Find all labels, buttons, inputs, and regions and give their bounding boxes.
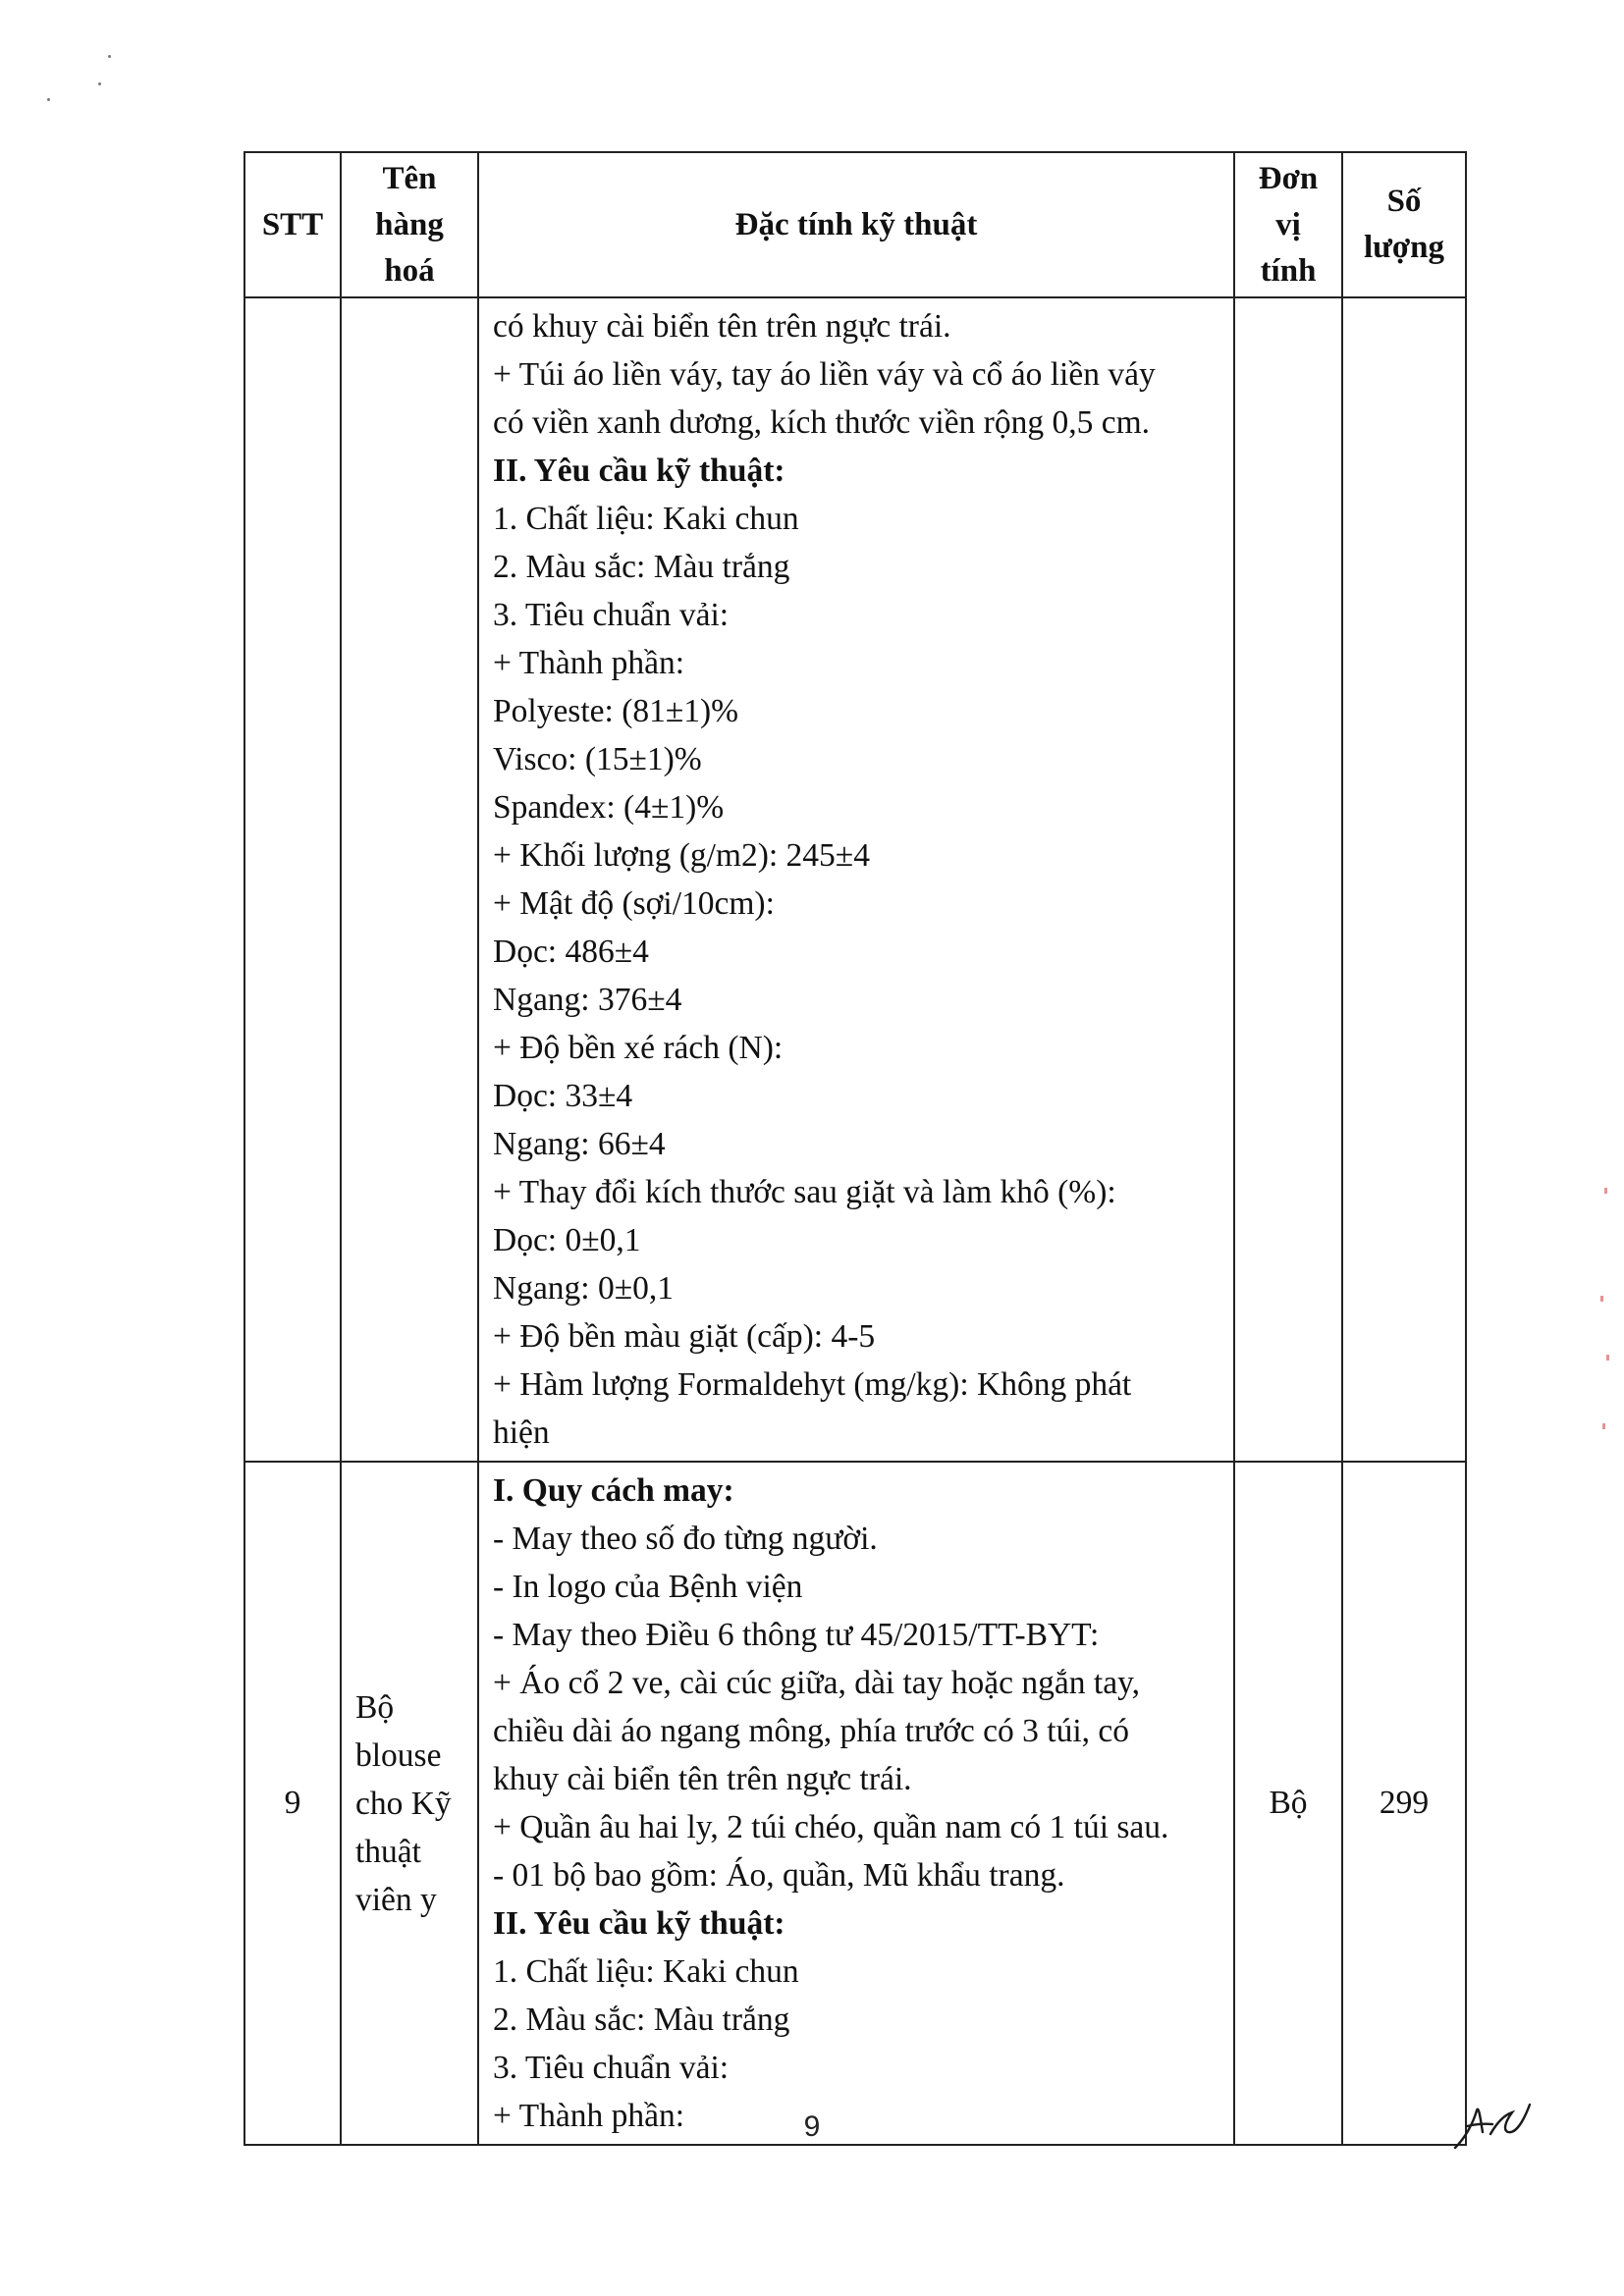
cell-unit-empty: [1234, 297, 1342, 1462]
cell-unit: Bộ: [1234, 1462, 1342, 2145]
spec-line: hiện: [493, 1415, 550, 1451]
spec-line: II. Yêu cầu kỹ thuật:: [493, 1905, 785, 1942]
spec-line: + Hàm lượng Formaldehyt (mg/kg): Không phát: [493, 1366, 1132, 1403]
cell-stt-empty: [244, 297, 341, 1462]
scan-mark: [1606, 1355, 1609, 1361]
header-quantity: Số lượng: [1342, 152, 1466, 297]
spec-line: 2. Màu sắc: Màu trắng: [493, 2002, 790, 2038]
item-name-line: blouse: [355, 1736, 442, 1774]
item-name-line: viên y: [355, 1881, 437, 1918]
cell-spec: [478, 1462, 1234, 2145]
spec-line: Visco: (15±1)%: [493, 741, 702, 777]
spec-line: khuy cài biển tên trên ngực trái.: [493, 1761, 912, 1797]
header-spec: Đặc tính kỹ thuật: [478, 152, 1234, 297]
spec-line: chiều dài áo ngang mông, phía trước có 3 túi, có: [493, 1713, 1129, 1749]
spec-line: 3. Tiêu chuẩn vải:: [493, 597, 730, 633]
spec-line: - May theo số đo từng người.: [493, 1521, 878, 1557]
spec-line: + Thay đổi kích thước sau giặt và làm khô (%):: [493, 1174, 1116, 1210]
spec-line: 1. Chất liệu: Kaki chun: [493, 501, 799, 537]
spec-line: + Áo cổ 2 ve, cài cúc giữa, dài tay hoặc ngắn tay,: [493, 1665, 1141, 1701]
spec-lines: [493, 1467, 1223, 2140]
table-row-9: [244, 1462, 1466, 2145]
item-name-line: thuật: [355, 1833, 421, 1870]
spec-line: I. Quy cách may:: [493, 1472, 734, 1509]
spec-line: Ngang: 66±4: [493, 1126, 666, 1162]
spec-line: - In logo của Bệnh viện: [493, 1569, 803, 1605]
spec-line: có khuy cài biển tên trên ngực trái.: [493, 308, 951, 345]
spec-line: - 01 bộ bao gồm: Áo, quần, Mũ khẩu trang.: [493, 1857, 1065, 1894]
cell-stt: 9: [244, 1462, 341, 2145]
spec-line: + Thành phần:: [493, 2098, 685, 2134]
technical-spec-table: [244, 151, 1467, 2146]
spec-line: + Độ bền màu giặt (cấp): 4-5: [493, 1318, 876, 1355]
page-number: 9: [803, 2110, 821, 2143]
spec-line: Spandex: (4±1)%: [493, 789, 725, 826]
spec-line: + Mật độ (sợi/10cm):: [493, 885, 775, 922]
spec-line: Dọc: 33±4: [493, 1078, 633, 1114]
cell-qty-empty: [1342, 297, 1466, 1462]
spec-line: Ngang: 0±0,1: [493, 1270, 675, 1307]
scan-mark: [1604, 1188, 1607, 1194]
scan-speck: [108, 55, 111, 58]
spec-line: Dọc: 0±0,1: [493, 1222, 641, 1258]
spec-line: 3. Tiêu chuẩn vải:: [493, 2050, 730, 2086]
spec-line: + Độ bền xé rách (N):: [493, 1030, 784, 1066]
spec-line: có viền xanh dương, kích thước viền rộng 0,5 cm.: [493, 404, 1151, 441]
item-name-line: Bộ: [355, 1688, 395, 1726]
spec-line: Dọc: 486±4: [493, 934, 649, 970]
scan-mark: [1602, 1423, 1605, 1429]
scan-mark: [1600, 1296, 1603, 1302]
spec-line: + Túi áo liền váy, tay áo liền váy và cổ áo liền váy: [493, 356, 1156, 393]
spec-lines: [493, 302, 1223, 1457]
table-header-row: [244, 152, 1466, 297]
cell-spec-continued: [478, 297, 1234, 1462]
table-row-continued: [244, 297, 1466, 1462]
spec-line: II. Yêu cầu kỹ thuật:: [493, 453, 785, 489]
cell-item-name: [341, 1462, 478, 2145]
cell-name-empty: [341, 297, 478, 1462]
spec-line: + Thành phần:: [493, 645, 685, 681]
cell-quantity: 299: [1342, 1462, 1466, 2145]
header-unit: Đơn vị tính: [1234, 152, 1342, 297]
spec-line: Polyeste: (81±1)%: [493, 693, 739, 729]
spec-line: 2. Màu sắc: Màu trắng: [493, 549, 790, 585]
scan-speck: [47, 98, 50, 101]
spec-line: 1. Chất liệu: Kaki chun: [493, 1953, 799, 1990]
spec-line: - May theo Điều 6 thông tư 45/2015/TT-BYT:: [493, 1617, 1100, 1653]
header-item-name: Tên hàng hoá: [341, 152, 478, 297]
spec-line: Ngang: 376±4: [493, 982, 682, 1018]
spec-line: + Quần âu hai ly, 2 túi chéo, quần nam có 1 túi sau.: [493, 1809, 1169, 1845]
header-stt: STT: [244, 152, 341, 297]
scan-speck: [98, 82, 101, 85]
spec-line: + Khối lượng (g/m2): 245±4: [493, 837, 870, 874]
item-name-lines: [355, 1683, 477, 1924]
handwritten-initials: [1447, 2091, 1536, 2160]
item-name-line: cho Kỹ: [355, 1785, 452, 1822]
